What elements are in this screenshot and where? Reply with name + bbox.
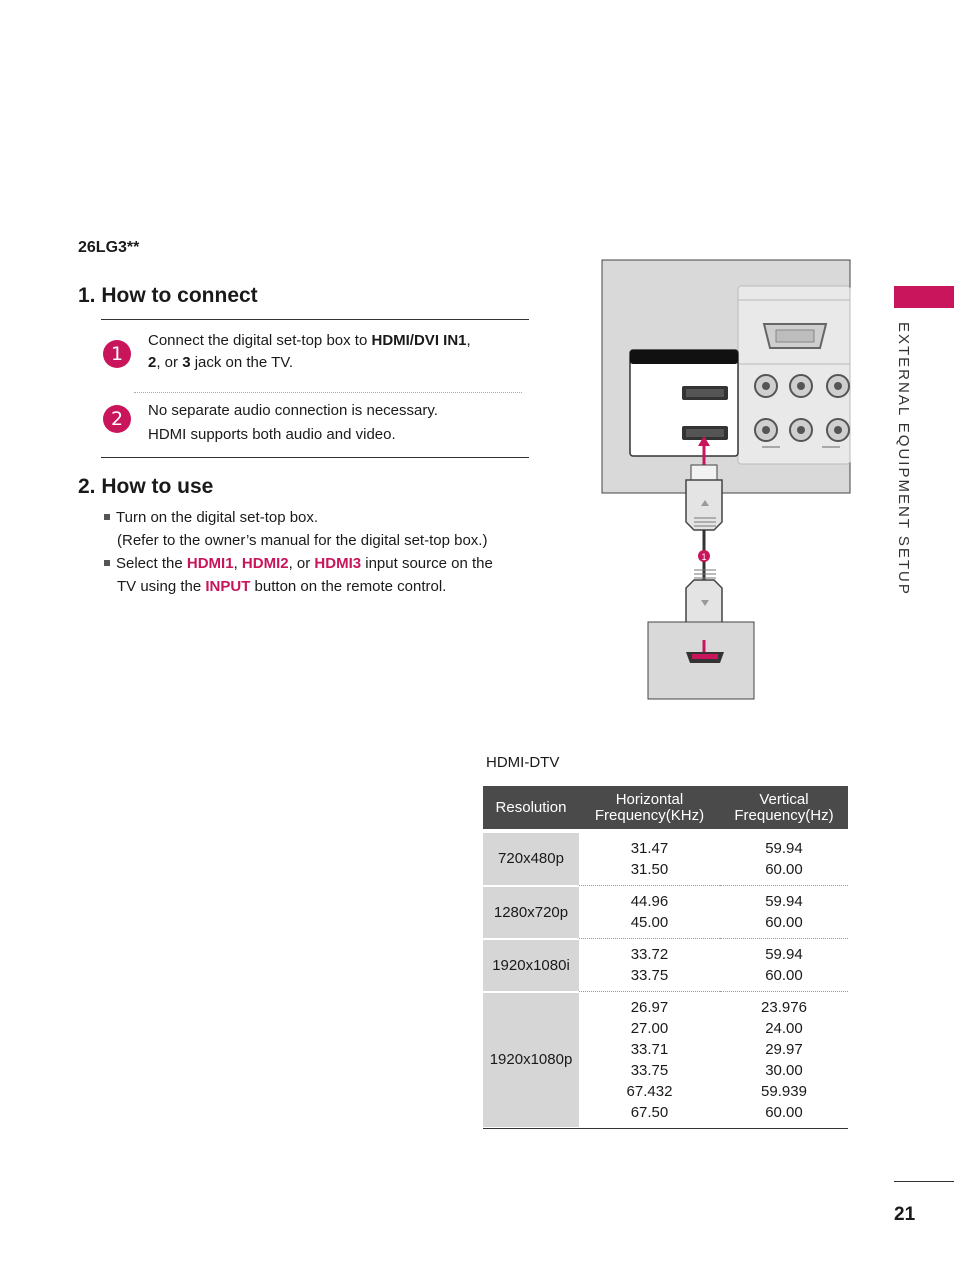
value: 30.00 [765, 1062, 803, 1079]
header-vertical-line-1: Vertical [759, 790, 809, 808]
value: 67.432 [626, 1083, 673, 1100]
header-horizontal-line-2: Frequency(KHz) [594, 806, 705, 824]
section-title-how-to-use: 2. How to use [78, 475, 214, 498]
value: 23.976 [761, 999, 807, 1016]
connection-diagram [600, 258, 852, 703]
value: 59.939 [761, 1083, 807, 1100]
value: 60.00 [765, 967, 803, 984]
value: 45.00 [630, 914, 669, 931]
use-bullet-1-line-1: Turn on the digital set-top box. [116, 509, 319, 526]
step-1-text [148, 330, 520, 374]
horizontal-cell [579, 833, 720, 886]
header-vertical [720, 786, 848, 829]
step-2-text [148, 399, 438, 447]
chapter-label: EXTERNAL EQUIPMENT SETUP [895, 322, 912, 596]
how-to-use-instructions [104, 506, 524, 598]
step-1-keyword-hdmi: HDMI/DVI IN1 [371, 332, 467, 349]
step-1-keyword-2: 2 [148, 354, 157, 371]
value: 31.50 [630, 861, 669, 878]
value: 60.00 [765, 1104, 803, 1121]
table-header-row [483, 786, 848, 829]
value: 31.47 [630, 840, 669, 857]
model-label: 26LG3** [78, 239, 140, 256]
header-horizontal-line-1: Horizontal [615, 790, 684, 808]
horizontal-cell [579, 939, 720, 992]
use-bullet-2-text-1: Select the [116, 555, 187, 572]
use-bullet-2-text-6: button on the remote control. [250, 578, 447, 595]
value: 29.97 [765, 1041, 803, 1058]
header-horizontal [579, 786, 720, 829]
vertical-cell [720, 992, 848, 1129]
horizontal-cell [579, 886, 720, 939]
horizontal-cell [579, 992, 720, 1129]
use-bullet-2-text-4: input source on the [361, 555, 493, 572]
table-row [483, 992, 848, 1129]
value: 59.94 [765, 893, 803, 910]
value: 67.50 [630, 1104, 669, 1121]
step-1-keyword-3: 3 [182, 354, 191, 371]
hdmi-connector-top [686, 465, 722, 530]
value: 33.72 [630, 946, 669, 963]
bullet-icon [104, 560, 110, 566]
value: 33.75 [630, 967, 669, 984]
keyword-hdmi3: HDMI3 [314, 555, 362, 572]
step-divider [134, 392, 522, 393]
section-bottom-rule [101, 457, 529, 458]
set-top-box-hdmi-port [686, 652, 724, 663]
table-bottom-rule [483, 1128, 848, 1129]
hdmi-port-block [630, 350, 738, 456]
step-1-text-c: , or [156, 354, 183, 371]
table-row [483, 886, 848, 939]
use-bullet-2-text-5: TV using the [117, 578, 206, 595]
step-1-text-a: Connect the digital set-top box to [148, 332, 372, 349]
cable-marker-label: 1 [701, 552, 707, 562]
keyword-input: INPUT [205, 578, 251, 595]
chapter-tab [894, 286, 954, 308]
value: 60.00 [765, 914, 803, 931]
use-bullet-2-text-3: , or [288, 555, 315, 572]
page-number-rule [894, 1181, 954, 1182]
header-vertical-line-2: Frequency(Hz) [734, 806, 834, 824]
step-2-badge: 2 [103, 405, 131, 433]
vertical-cell [720, 833, 848, 886]
value: 26.97 [630, 999, 669, 1016]
value: 59.94 [765, 946, 803, 963]
resolution-cell: 720x480p [483, 833, 579, 886]
section-title-how-to-connect: 1. How to connect [78, 284, 258, 307]
step-1-badge: 1 [103, 340, 131, 368]
value: 44.96 [630, 893, 669, 910]
rgb-port-icon [764, 324, 826, 348]
value: 33.75 [630, 1062, 669, 1079]
table-row [483, 939, 848, 992]
value: 33.71 [630, 1041, 669, 1058]
resolution-cell: 1920x1080p [483, 992, 579, 1129]
value: 59.94 [765, 840, 803, 857]
use-bullet-2-text-2: , [233, 555, 242, 572]
resolution-cell: 1280x720p [483, 886, 579, 939]
step-2-line-1: No separate audio connection is necessary. [148, 402, 438, 419]
vertical-cell [720, 886, 848, 939]
use-bullet-1-line-2: (Refer to the owner’s manual for the digital set-top box.) [117, 532, 488, 549]
table-row [483, 833, 848, 886]
step-1-text-b: , [466, 332, 471, 349]
value: 24.00 [765, 1020, 803, 1037]
vertical-cell [720, 939, 848, 992]
value: 60.00 [765, 861, 803, 878]
step-2-line-2: HDMI supports both audio and video. [148, 426, 396, 443]
step-1-text-d: jack on the TV. [190, 354, 294, 371]
value: 27.00 [630, 1020, 669, 1037]
bullet-icon [104, 514, 110, 520]
resolution-cell: 1920x1080i [483, 939, 579, 992]
keyword-hdmi2: HDMI2 [241, 555, 289, 572]
table-caption: HDMI-DTV [486, 754, 560, 771]
page-number: 21 [894, 1204, 916, 1225]
keyword-hdmi1: HDMI1 [186, 555, 234, 572]
resolution-table [483, 786, 848, 1129]
section-top-rule [101, 319, 529, 320]
header-resolution: Resolution [483, 786, 579, 829]
